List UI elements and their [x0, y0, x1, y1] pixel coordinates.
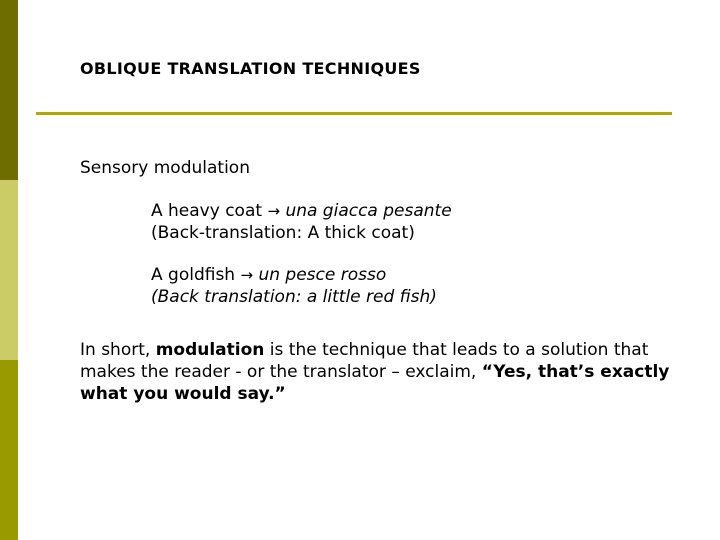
arrow-icon: → — [240, 266, 254, 284]
example-goldfish — [151, 264, 680, 308]
summary-body: is the technique that leads to a solution that makes the reader - or the translator – exclaim, — [80, 340, 649, 382]
title-divider — [36, 112, 672, 115]
back-translation: (Back-translation: A thick coat) — [151, 223, 415, 243]
slide-content — [80, 157, 680, 422]
back-translation-text: (Back translation: a little red fish) — [151, 287, 437, 307]
target-phrase: una giacca pesante — [285, 201, 452, 221]
summary-intro: In short, — [80, 340, 156, 360]
example-line — [151, 200, 680, 222]
source-phrase: A heavy coat — [151, 201, 263, 221]
side-bar-bottom — [0, 360, 18, 540]
back-translation — [151, 286, 680, 308]
example-line — [151, 264, 680, 286]
target-phrase: un pesce rosso — [258, 265, 387, 285]
source-phrase: A goldfish — [151, 265, 236, 285]
slide-title: OBLIQUE TRANSLATION TECHNIQUES — [80, 59, 421, 78]
summary-paragraph — [80, 339, 680, 405]
section-heading: Sensory modulation — [80, 158, 250, 178]
side-bar-top — [0, 0, 18, 180]
key-term: modulation — [155, 340, 265, 360]
side-bar-middle — [0, 180, 18, 360]
arrow-icon: → — [267, 202, 281, 220]
example-heavy-coat — [151, 200, 680, 244]
summary-quote: “Yes, that’s exactly what you would say.” — [80, 362, 670, 404]
